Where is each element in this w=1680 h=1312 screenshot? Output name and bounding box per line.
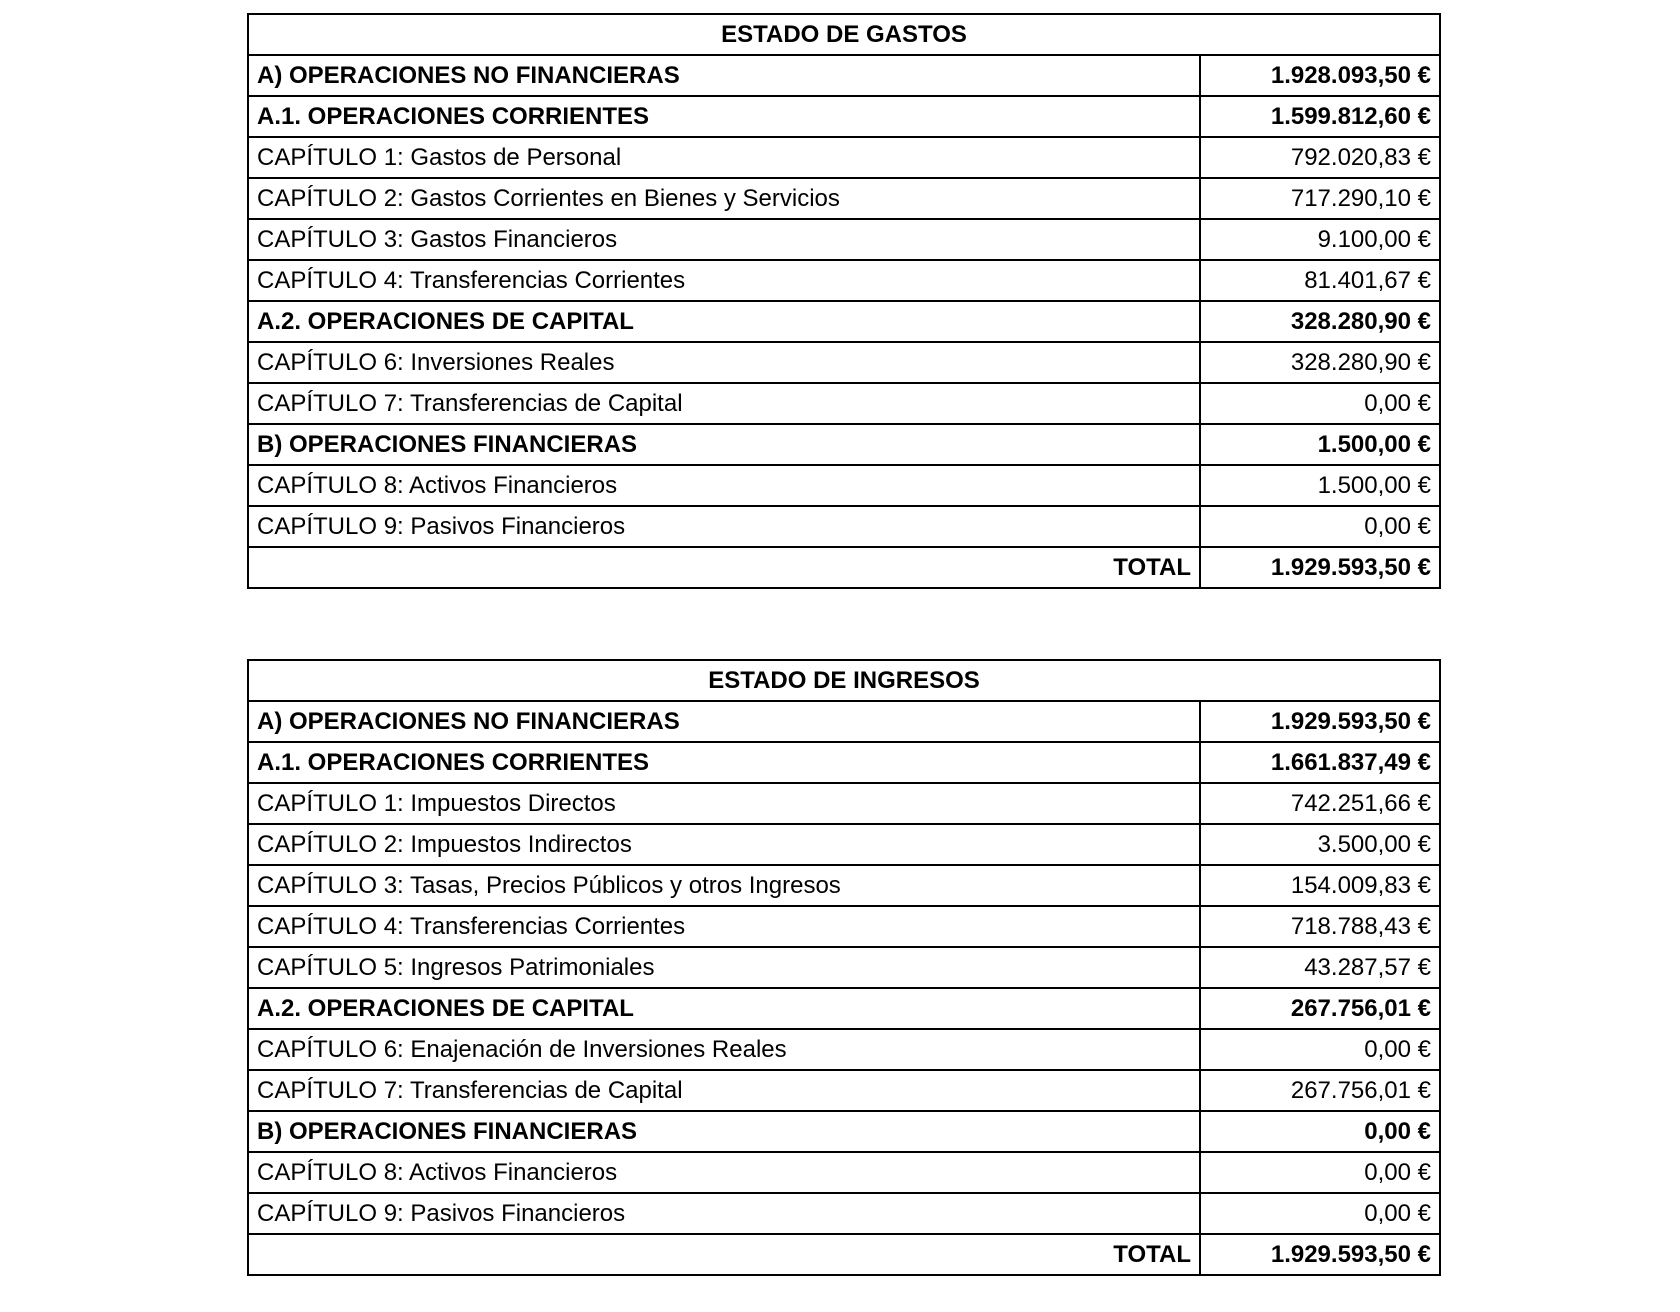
row-label: CAPÍTULO 1: Gastos de Personal xyxy=(248,137,1200,178)
table-row xyxy=(248,219,1440,260)
row-amount: 154.009,83 € xyxy=(1200,865,1440,906)
row-label: A.2. OPERACIONES DE CAPITAL xyxy=(248,988,1200,1029)
ingresos-title-row xyxy=(248,660,1440,701)
total-amount: 1.929.593,50 € xyxy=(1200,547,1440,588)
table-row xyxy=(248,824,1440,865)
ingresos-table xyxy=(247,659,1441,1276)
table-row xyxy=(248,1070,1440,1111)
table-row xyxy=(248,701,1440,742)
table-row xyxy=(248,301,1440,342)
row-label: CAPÍTULO 3: Gastos Financieros xyxy=(248,219,1200,260)
table-row xyxy=(248,137,1440,178)
table-row xyxy=(248,260,1440,301)
row-amount: 717.290,10 € xyxy=(1200,178,1440,219)
table-row xyxy=(248,55,1440,96)
row-amount: 1.500,00 € xyxy=(1200,465,1440,506)
row-label: CAPÍTULO 9: Pasivos Financieros xyxy=(248,1193,1200,1234)
ingresos-total-row xyxy=(248,1234,1440,1275)
row-label: CAPÍTULO 2: Impuestos Indirectos xyxy=(248,824,1200,865)
row-label: CAPÍTULO 7: Transferencias de Capital xyxy=(248,1070,1200,1111)
gastos-table xyxy=(247,13,1441,589)
row-label: A.1. OPERACIONES CORRIENTES xyxy=(248,96,1200,137)
row-amount: 1.661.837,49 € xyxy=(1200,742,1440,783)
table-row xyxy=(248,988,1440,1029)
table-row xyxy=(248,1152,1440,1193)
row-amount: 328.280,90 € xyxy=(1200,342,1440,383)
total-label: TOTAL xyxy=(248,1234,1200,1275)
row-label: CAPÍTULO 3: Tasas, Precios Públicos y otros Ingresos xyxy=(248,865,1200,906)
row-amount: 0,00 € xyxy=(1200,1193,1440,1234)
row-label: CAPÍTULO 8: Activos Financieros xyxy=(248,1152,1200,1193)
row-label: A.2. OPERACIONES DE CAPITAL xyxy=(248,301,1200,342)
table-row xyxy=(248,178,1440,219)
row-amount: 792.020,83 € xyxy=(1200,137,1440,178)
row-amount: 267.756,01 € xyxy=(1200,1070,1440,1111)
row-amount: 0,00 € xyxy=(1200,1152,1440,1193)
row-label: CAPÍTULO 8: Activos Financieros xyxy=(248,465,1200,506)
table-row xyxy=(248,1029,1440,1070)
ingresos-title: ESTADO DE INGRESOS xyxy=(248,660,1440,701)
gastos-total-row xyxy=(248,547,1440,588)
row-label: CAPÍTULO 9: Pasivos Financieros xyxy=(248,506,1200,547)
table-row xyxy=(248,506,1440,547)
table-row xyxy=(248,1111,1440,1152)
row-amount: 1.928.093,50 € xyxy=(1200,55,1440,96)
row-amount: 1.929.593,50 € xyxy=(1200,701,1440,742)
table-row xyxy=(248,383,1440,424)
table-row xyxy=(248,342,1440,383)
row-amount: 43.287,57 € xyxy=(1200,947,1440,988)
row-label: CAPÍTULO 4: Transferencias Corrientes xyxy=(248,260,1200,301)
row-label: A) OPERACIONES NO FINANCIERAS xyxy=(248,701,1200,742)
table-row xyxy=(248,783,1440,824)
table-row xyxy=(248,742,1440,783)
row-label: B) OPERACIONES FINANCIERAS xyxy=(248,1111,1200,1152)
row-label: B) OPERACIONES FINANCIERAS xyxy=(248,424,1200,465)
row-amount: 1.500,00 € xyxy=(1200,424,1440,465)
row-amount: 0,00 € xyxy=(1200,1029,1440,1070)
table-row xyxy=(248,96,1440,137)
row-amount: 1.599.812,60 € xyxy=(1200,96,1440,137)
table-row xyxy=(248,1193,1440,1234)
row-amount: 81.401,67 € xyxy=(1200,260,1440,301)
total-label: TOTAL xyxy=(248,547,1200,588)
row-label: CAPÍTULO 4: Transferencias Corrientes xyxy=(248,906,1200,947)
gastos-title-row xyxy=(248,14,1440,55)
row-amount: 328.280,90 € xyxy=(1200,301,1440,342)
row-label: A) OPERACIONES NO FINANCIERAS xyxy=(248,55,1200,96)
row-label: CAPÍTULO 6: Inversiones Reales xyxy=(248,342,1200,383)
row-amount: 3.500,00 € xyxy=(1200,824,1440,865)
row-amount: 267.756,01 € xyxy=(1200,988,1440,1029)
row-amount: 718.788,43 € xyxy=(1200,906,1440,947)
row-label: A.1. OPERACIONES CORRIENTES xyxy=(248,742,1200,783)
table-row xyxy=(248,906,1440,947)
row-label: CAPÍTULO 6: Enajenación de Inversiones Reales xyxy=(248,1029,1200,1070)
table-row xyxy=(248,465,1440,506)
row-amount: 0,00 € xyxy=(1200,383,1440,424)
table-row xyxy=(248,947,1440,988)
gastos-title: ESTADO DE GASTOS xyxy=(248,14,1440,55)
row-amount: 9.100,00 € xyxy=(1200,219,1440,260)
row-label: CAPÍTULO 5: Ingresos Patrimoniales xyxy=(248,947,1200,988)
row-amount: 0,00 € xyxy=(1200,506,1440,547)
row-label: CAPÍTULO 7: Transferencias de Capital xyxy=(248,383,1200,424)
row-label: CAPÍTULO 2: Gastos Corrientes en Bienes y Servicios xyxy=(248,178,1200,219)
table-row xyxy=(248,424,1440,465)
row-amount: 0,00 € xyxy=(1200,1111,1440,1152)
total-amount: 1.929.593,50 € xyxy=(1200,1234,1440,1275)
row-label: CAPÍTULO 1: Impuestos Directos xyxy=(248,783,1200,824)
row-amount: 742.251,66 € xyxy=(1200,783,1440,824)
table-row xyxy=(248,865,1440,906)
